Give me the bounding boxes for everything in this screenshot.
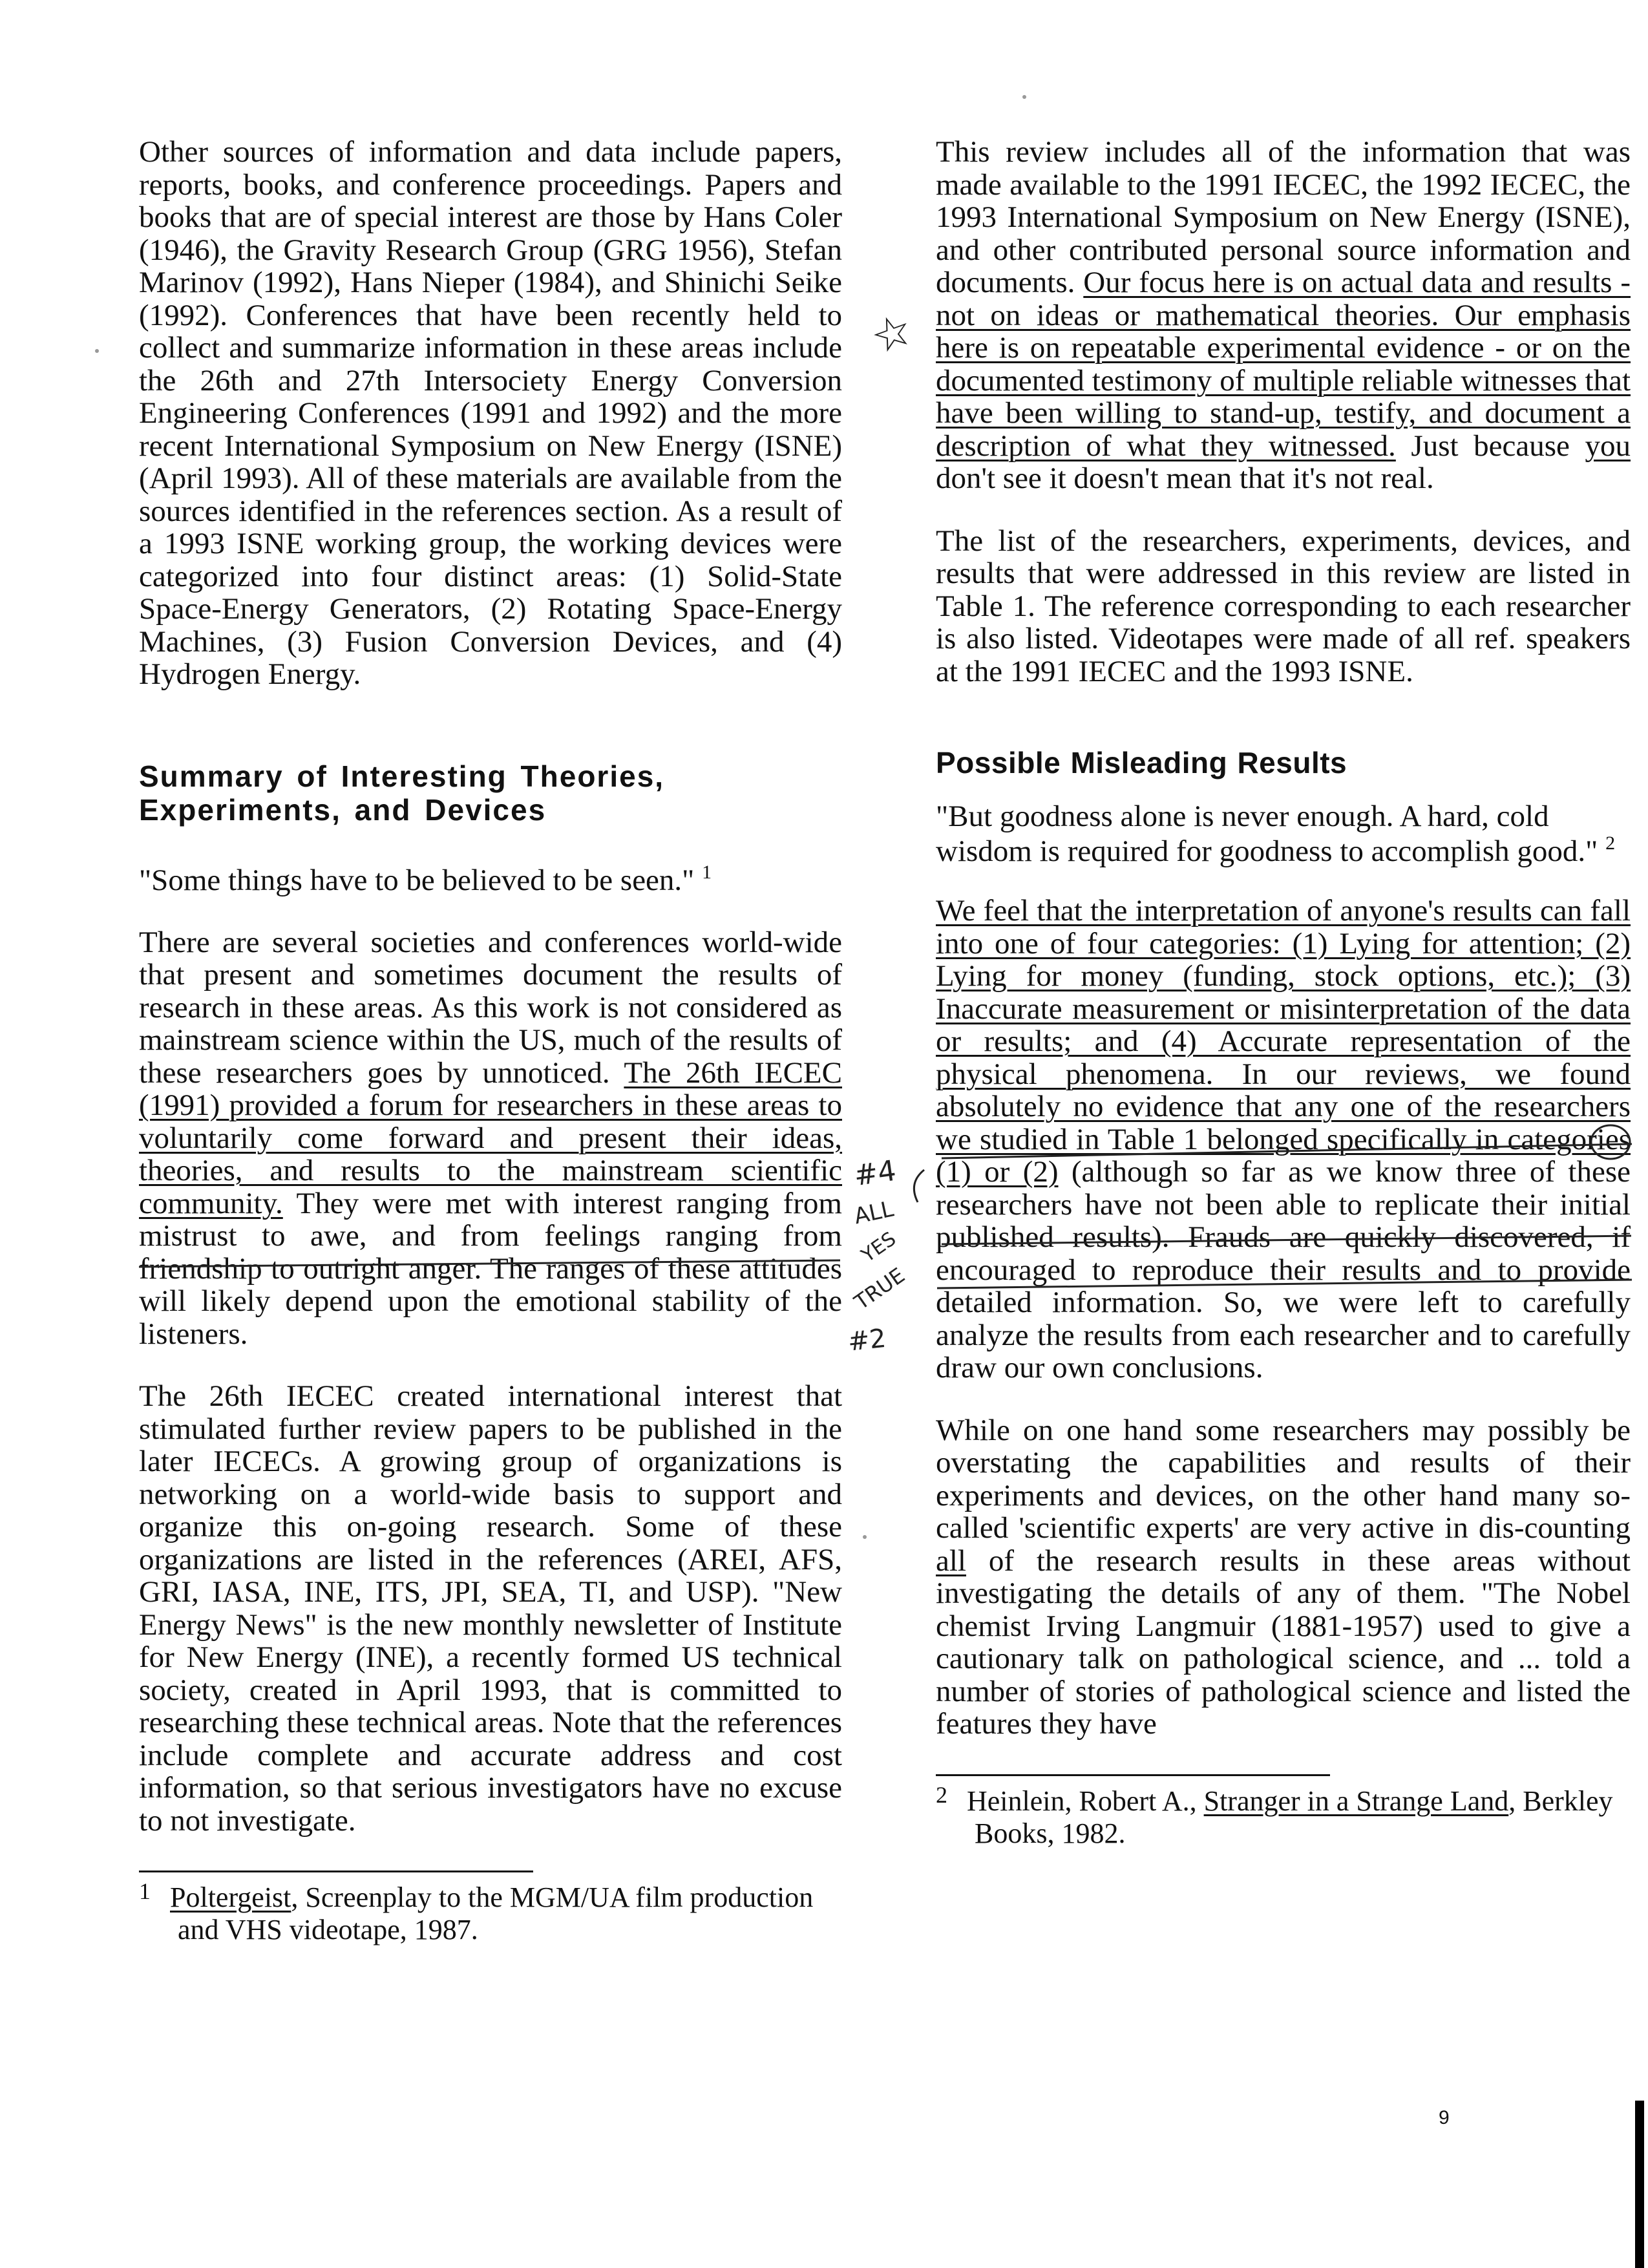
footnote-2-author: Heinlein, Robert A.,: [967, 1785, 1204, 1817]
scan-speck: [95, 349, 99, 353]
intro-paragraph: Other sources of information and data include papers, reports, books, and conference proceedings. Papers and books that are of special interest are those by Hans Coler (1946), the Gravity Research Group (GRG 1956), Stefan Marinov (1992), Hans Nieper (1984), and Shinichi Seike (1992). Conferences that have been recently held to collect and summarize information in these areas include the 26th and 27th Intersociety Energy Conversion Engineering Conferences (1991 and 1992) and the more recent International Symposium on New Energy (ISNE) (April 1993). All of these materials are available from the sources identified in the references section. As a result of a 1993 ISNE working group, the working devices were categorized into four distinct areas: (1) Solid-State Space-Energy Generators, (2) Rotating Space-Energy Machines, (3) Fusion Conversion Devices, and (4) Hydrogen Energy.: [139, 135, 842, 691]
footnote-ref-2: 2: [1605, 832, 1616, 854]
paragraph-societies-start: There are several societies and conferences world-wide that present and sometimes document the results of research in these areas. As this work is not considered as mainstream science within the US, much of the results of these researchers goes by unnoticed.: [139, 925, 842, 1090]
review-scope-mid: Just because: [1395, 429, 1585, 463]
page-number: 9: [1439, 2107, 1450, 2128]
left-column: [139, 136, 842, 1946]
paragraph-researchers-list: The list of the researchers, experiments, devices, and results that were addressed in this review are listed in Table 1. The reference corresponding to each researcher is also listed. Videotapes were made of all ref. speakers at the 1991 IECEC and the 1993 ISNE.: [936, 524, 1631, 688]
paragraph-societies-end: They were met with interest ranging from mistrust to awe, and from feelings ranging from friendship to outright anger. The ranges of these attitudes will likely depend upon the emotional stability of the listeners.: [139, 1186, 842, 1351]
handwritten-note-hash4: #4: [852, 1154, 898, 1193]
handwritten-star-mark: ☆: [863, 301, 920, 366]
handwritten-bracket-mark: [914, 1170, 924, 1202]
paragraph-iecec-interest: The 26th IECEC created international interest that stimulated further review papers to be published in the later IECECs. A growing group of organizations is networking on a world-wide basis to support and organize this on-going research. Some of these organizations are listed in the references (AREI, AFS, GRI, IASA, INE, ITS, JPI, SEA, TI, and USP). "New Energy News" is the new monthly newsletter of Institute for New Energy (INE), a recently formed US technical society, created in April 1993, that is committed to researching these technical areas. Note that the references include complete and accurate address and cost information, so that serious investigators have no excuse to not investigate.: [139, 1379, 842, 1838]
paragraph-interpretation: [936, 895, 1631, 1384]
footnote-1-text: , Screenplay to the MGM/UA film production and VHS videotape, 1987.: [178, 1881, 814, 1945]
handwritten-note-all: ALL: [852, 1196, 896, 1230]
underlined-word-you: you: [1585, 429, 1631, 463]
interpretation-end: (although so far as we know three of these researchers have not been able to replicate their initial published results). Frauds are quickly discovered, if encouraged to reproduce their results and to provide detailed information. So, we were left to carefully analyze the results from each researcher and to carefully draw our own conclusions.: [936, 1155, 1631, 1384]
experts-start: While on one hand some researchers may possibly be overstating the capabilities and results of their experiments and devices, on the other hand many so-called 'scientific experts' are very active in dis-counting: [936, 1413, 1631, 1545]
underlined-passage-iecec: The 26th IECEC (1991) provided a forum for researchers in these areas to voluntarily come forward and present their ideas, theories, and results to the mainstream scientific community.: [139, 1055, 842, 1220]
paragraph-experts: [936, 1414, 1631, 1741]
quote-right-text: "But goodness alone is never enough. A hard, cold wisdom is required for goodness to accomplish good.": [936, 800, 1598, 868]
experts-end: of the research results in these areas without investigating the details of any of them. "The Nobel chemist Irving Langmuir (1881-1957) used to give a cautionary talk on pathological science, and ... told a number of stories of pathological science and listed the features they have: [936, 1543, 1631, 1741]
footnote-ref-1: 1: [702, 861, 712, 883]
handwritten-note-hash2: #2: [846, 1323, 888, 1357]
quote-right: [936, 799, 1631, 869]
footnote-1-title: Poltergeist: [170, 1881, 291, 1913]
footnote-1: [139, 1878, 842, 1946]
interpretation-underlined: We feel that the interpretation of anyone's results can fall into one of four categories: (1) Lying for attention; (2) Lying for money (funding, stock options, etc.); (3) Inaccurate measurement or misinterpretation of the data or results; and (4) Accurate representation of the physical phenomena. In our reviews, we found absolutely no evidence that any one of the researchers we studied in Table 1 belonged specifically in categories (1) or (2): [936, 894, 1631, 1189]
footnote-2-number: 2: [936, 1781, 947, 1808]
section-heading-misleading: Possible Misleading Results: [936, 746, 1347, 779]
underlined-passage-focus: Our focus here is on actual data and results - not on ideas or mathematical theories. Our emphasis here is on repeatable experimental evidence - or on the documented testimony of multiple reliable witnesses that have been willing to stand-up, testify, and document a description of what they witnessed.: [936, 266, 1631, 463]
handwritten-note-true: TRUE: [850, 1262, 909, 1315]
review-scope-start: This review includes all of the information that was made available to the 1991 IECEC, the 1992 IECEC, the 1993 International Symposium on New Energy (ISNE), and other contributed personal source information and documents.: [936, 135, 1631, 299]
paragraph-review-scope: [936, 136, 1631, 495]
quote-left: [139, 863, 842, 898]
handwritten-note-yes: YES: [857, 1227, 900, 1267]
footnote-1-number: 1: [139, 1878, 151, 1904]
scan-speck: [1022, 95, 1026, 99]
section-heading-summary: Summary of Interesting Theories, Experiments, and Devices: [139, 759, 665, 827]
footnote-2-title: Stranger in a Strange Land: [1203, 1785, 1509, 1817]
scan-edge-mark: [1635, 2101, 1644, 2268]
scan-speck: [863, 1535, 867, 1539]
underlined-word-all: all: [936, 1543, 966, 1578]
paragraph-societies: [139, 926, 842, 1351]
review-scope-end: don't see it doesn't mean that it's not real.: [936, 461, 1434, 495]
footnote-2: [936, 1781, 1631, 1850]
footnote-2-text: , Berkley Books, 1982.: [975, 1785, 1613, 1849]
quote-left-text: "Some things have to be believed to be seen.": [139, 863, 695, 897]
right-column: [936, 136, 1631, 1850]
